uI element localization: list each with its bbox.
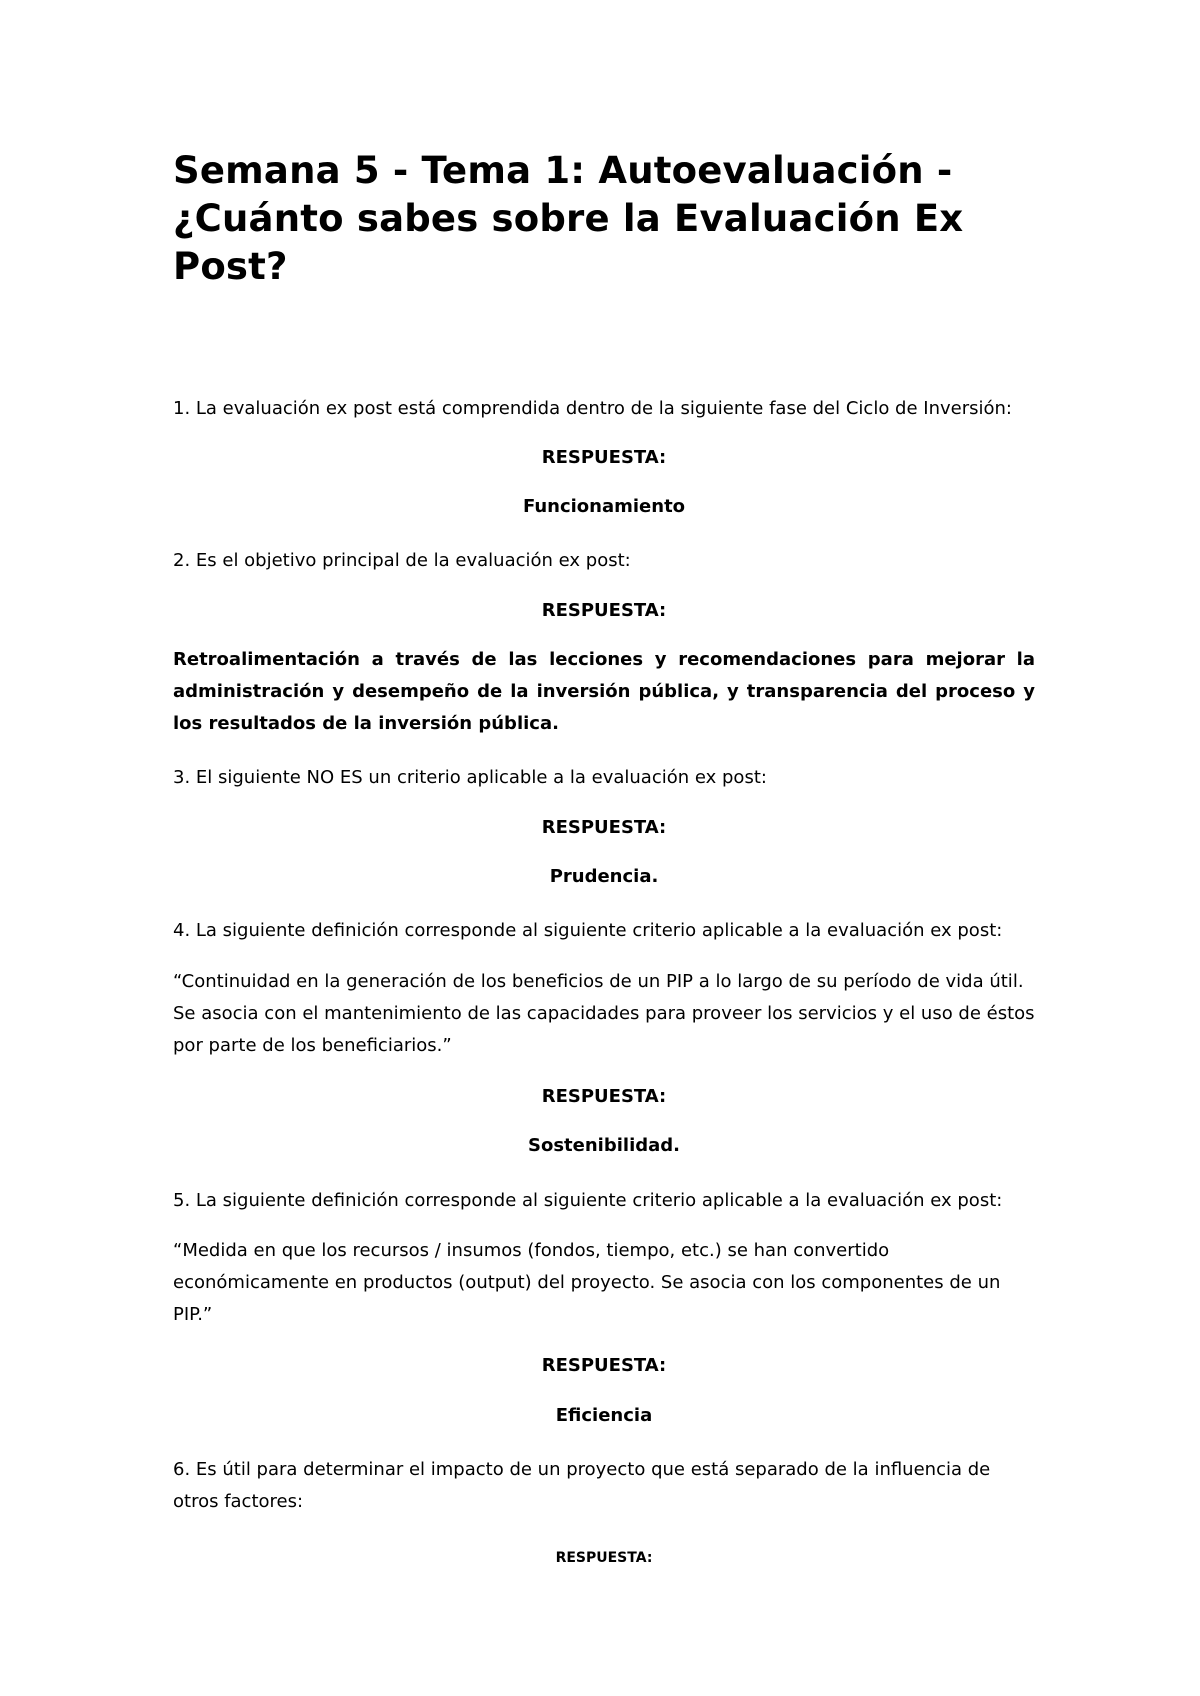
- question-5-answer: Eficiencia: [555, 1405, 653, 1426]
- question-6-text: 6. Es útil para determinar el impacto de un proyecto que está separado de la influencia de otros factores:: [173, 1459, 991, 1512]
- question-5-quote: “Medida en que los recursos / insumos (fondos, tiempo, etc.) se han convertido económicamente en productos (output) del proyecto. Se asocia con los componentes de un PIP.”: [173, 1240, 1001, 1325]
- question-2-response-label: RESPUESTA:: [541, 600, 667, 621]
- document-title: Semana 5 - Tema 1: Autoevaluación - ¿Cuánto sabes sobre la Evaluación Ex Post?: [173, 149, 964, 288]
- question-5-text: 5. La siguiente definición corresponde al siguiente criterio aplicable a la evaluación ex post:: [173, 1190, 1003, 1211]
- question-3-response-label: RESPUESTA:: [541, 817, 667, 838]
- question-1-answer: Funcionamiento: [522, 496, 686, 517]
- question-3-text: 3. El siguiente NO ES un criterio aplicable a la evaluación ex post:: [173, 767, 767, 788]
- question-5-response-label: RESPUESTA:: [541, 1355, 667, 1376]
- question-4-response-label: RESPUESTA:: [541, 1086, 667, 1107]
- question-6-response-label: RESPUESTA:: [555, 1550, 653, 1566]
- question-2-answer: Retroalimentación a través de las lecciones y recomendaciones para mejorar la administración y desempeño de la inversión pública, y transparencia del proceso y los resultados de la inversión pública.: [173, 649, 1035, 734]
- question-4-quote: “Continuidad en la generación de los beneficios de un PIP a lo largo de su período de vida útil. Se asocia con el mantenimiento de las capacidades para proveer los servicios y el uso de éstos por parte de los beneficiarios.”: [173, 971, 1035, 1056]
- question-1-response-label: RESPUESTA:: [541, 447, 667, 468]
- question-2-text: 2. Es el objetivo principal de la evaluación ex post:: [173, 550, 631, 571]
- question-4-answer: Sostenibilidad.: [528, 1135, 680, 1156]
- question-3-answer: Prudencia.: [549, 866, 659, 887]
- question-1-text: 1. La evaluación ex post está comprendida dentro de la siguiente fase del Ciclo de Inversión:: [173, 398, 1012, 419]
- question-4-text: 4. La siguiente definición corresponde al siguiente criterio aplicable a la evaluación ex post:: [173, 920, 1003, 941]
